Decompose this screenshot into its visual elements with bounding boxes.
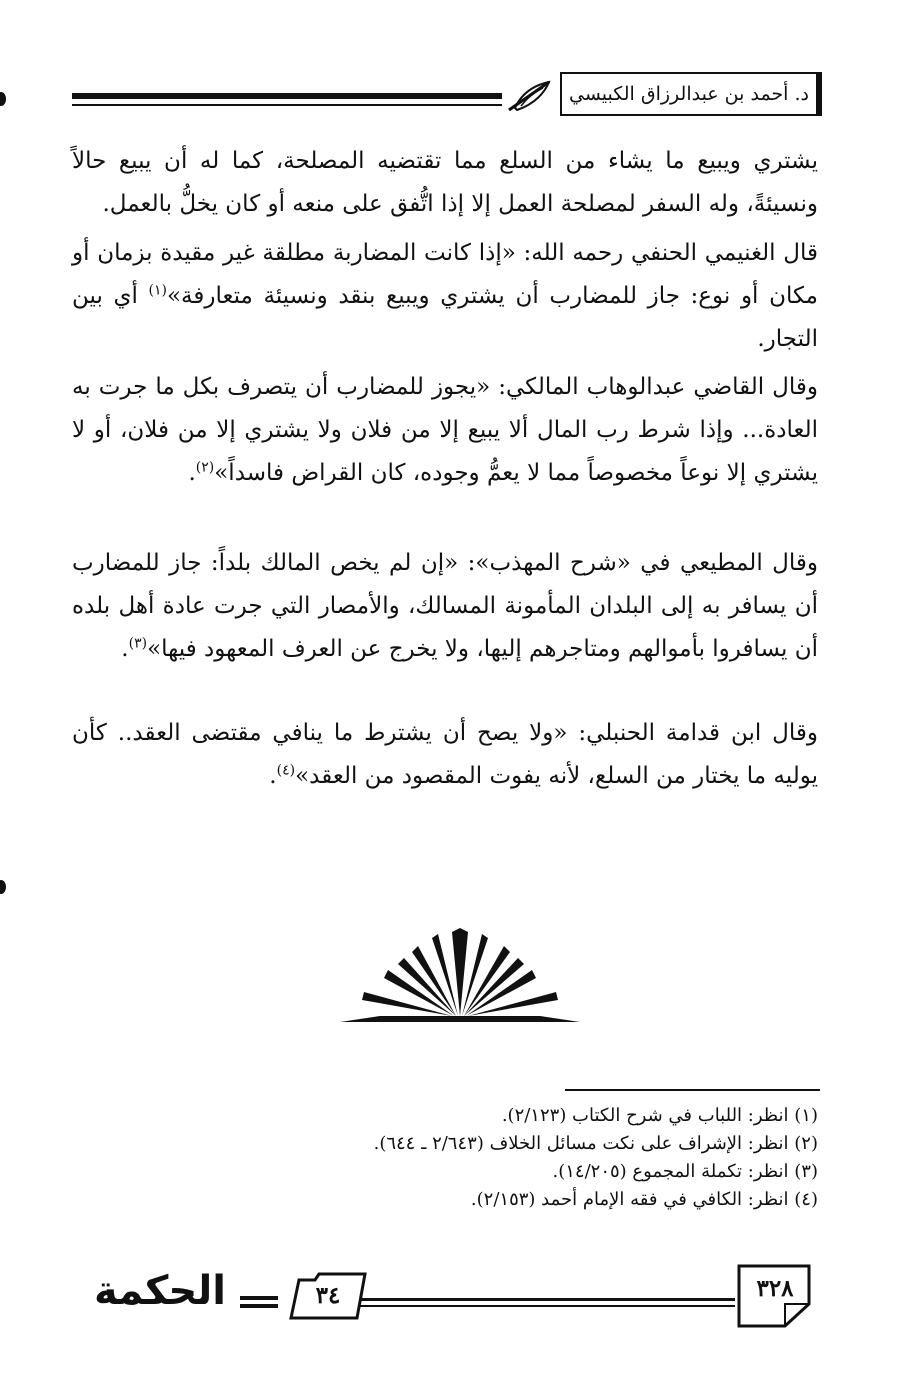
margin-dot-top — [0, 92, 6, 106]
footnote-ref: (١) — [148, 282, 167, 299]
paragraph-text: وقال القاضي عبدالوهاب المالكي: «يجوز للمضارب أن يتصرف بكل ما جرت به العادة... وإذا شرط رب المال ألا يبيع إلا من فلان ولا يشتري إلا من فلان، أو لا يشتري إلا نوعاً مخصوصاً مما لا يعمُّ وجوده، كان القراض فاسداً» — [72, 374, 818, 486]
footnote-ref: (٤) — [276, 762, 296, 779]
footer-rule-thin — [360, 1305, 735, 1307]
paragraph-tail: أي بين التجار. — [72, 283, 818, 352]
paragraph-2 — [72, 232, 818, 361]
footnote-separator — [565, 1089, 820, 1091]
paragraph-text: قال الغنيمي الحنفي رحمه الله: «إذا كانت المضاربة مطلقة غير مقيدة بزمان أو مكان أو نوع: جاز للمضارب أن يشتري ويبيع بنقد ونسيئة متعارفة» — [72, 240, 818, 309]
paragraph-1 — [72, 140, 818, 226]
header-rule-thin — [72, 104, 502, 106]
paragraph-tail: . — [188, 460, 196, 486]
margin-dot-bottom — [0, 880, 6, 894]
paragraph-text: وقال المطيعي في «شرح المهذب»: «إن لم يخص المالك بلداً: جاز للمضارب أن يسافر به إلى البلدان المأمونة المسالك، والأمصار التي جرت عادة أهل بلده أن يسافروا بأموالهم ومتاجرهم إليها، ولا يخرج عن العرف المعهود فيها» — [72, 550, 818, 662]
footnote-item: (٢) انظر: الإشراف على نكت مسائل الخلاف (٢/٦٤٣ ـ ٦٤٤). — [373, 1133, 818, 1154]
sunburst-ornament-icon — [340, 928, 580, 1024]
quill-ornament-icon — [505, 76, 555, 116]
header-rule-thick — [72, 93, 502, 99]
page-number: ٣٢٨ — [756, 1275, 794, 1302]
footer-dash — [240, 1296, 278, 1300]
issue-number: ٣٤ — [315, 1282, 341, 1309]
footnote-item: (٤) انظر: الكافي في فقه الإمام أحمد (٢/١٥٣). — [470, 1189, 818, 1210]
author-name: د. أحمد بن عبدالرزاق الكبيسي — [569, 83, 809, 105]
footer-dash — [240, 1304, 278, 1308]
paragraph-5 — [72, 712, 818, 798]
paragraph-3 — [72, 366, 818, 495]
paragraph-text: وقال ابن قدامة الحنبلي: «ولا يصح أن يشترط ما ينافي مقتضى العقد.. كأن يوليه ما يختار من السلع، لأنه يفوت المقصود من العقد» — [72, 720, 818, 789]
footnote-item: (١) انظر: اللباب في شرح الكتاب (٢/١٢٣). — [501, 1105, 818, 1126]
journal-logo: الحكمة — [94, 1268, 226, 1314]
footnote-ref: (٣) — [128, 635, 148, 652]
footnote-item: (٣) انظر: تكملة المجموع (١٤/٢٠٥). — [552, 1161, 818, 1182]
footnotes — [118, 1102, 818, 1214]
paragraph-tail: . — [121, 636, 129, 662]
footer-rule-thick — [360, 1298, 735, 1301]
author-header — [560, 72, 822, 116]
paragraph-4 — [72, 542, 818, 671]
paragraph-tail: . — [269, 763, 277, 789]
paragraph-text: يشتري ويبيع ما يشاء من السلع مما تقتضيه المصلحة، كما له أن يبيع حالاً ونسيئةً، وله السفر لمصلحة العمل إلا إذا اتُّفق على منعه أو كان يخلُّ بالعمل. — [72, 148, 818, 217]
footnote-ref: (٢) — [195, 459, 215, 476]
